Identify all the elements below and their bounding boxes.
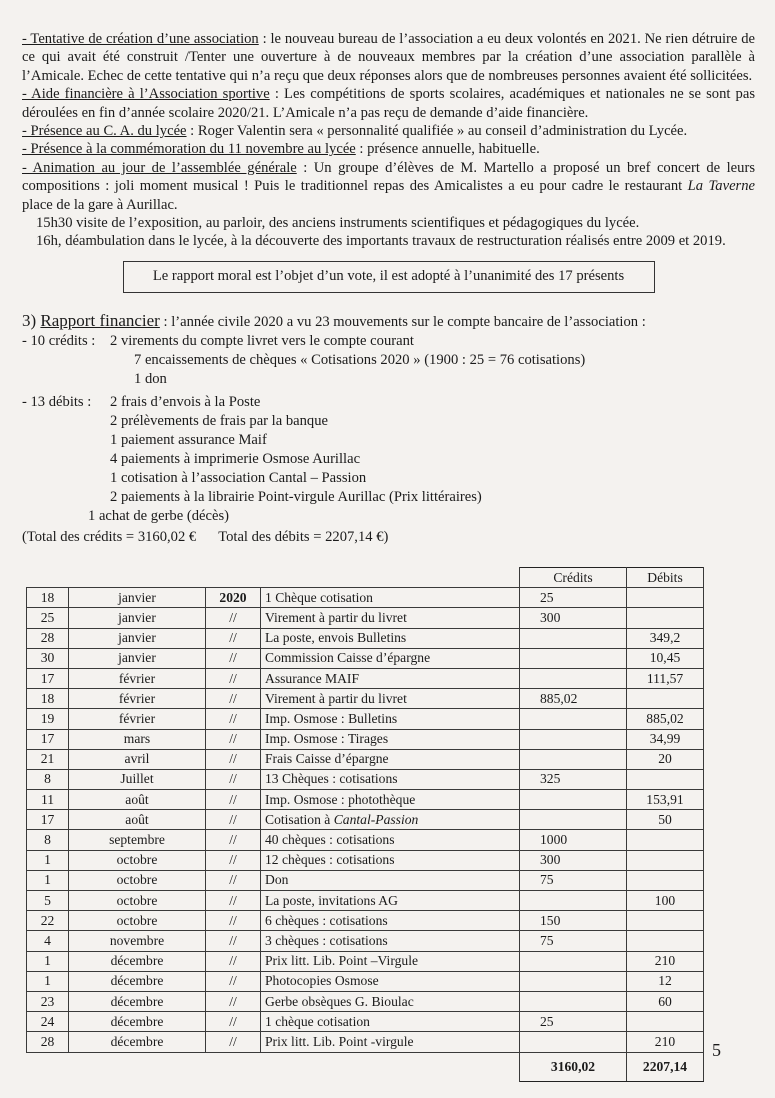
debit-item: 1 achat de gerbe (décès) — [88, 507, 229, 524]
date-month-cell: Juillet — [69, 769, 206, 789]
table-row — [27, 870, 704, 890]
document-page — [22, 30, 755, 546]
date-year-cell: // — [206, 608, 261, 628]
credit-cell — [520, 971, 627, 991]
text-animation-b: place de la gare à Aurillac. — [22, 196, 178, 213]
credit-cell — [520, 810, 627, 830]
heading-commemoration: - Présence à la commémoration du 11 novembre au lycée — [22, 141, 356, 158]
cantal-passion-name: Cantal-Passion — [333, 811, 419, 827]
date-year-cell: // — [206, 668, 261, 688]
credit-cell: 25 — [520, 1012, 627, 1032]
date-year-cell: // — [206, 648, 261, 668]
table-row — [27, 790, 704, 810]
date-day-cell: 21 — [27, 749, 69, 769]
label-cell: Imp. Osmose : Bulletins — [261, 709, 520, 729]
date-month-cell: avril — [69, 749, 206, 769]
label-cell: Virement à partir du livret — [261, 608, 520, 628]
date-day-cell: 17 — [27, 810, 69, 830]
date-year-cell: // — [206, 830, 261, 850]
date-day-cell: 4 — [27, 931, 69, 951]
date-day-cell: 1 — [27, 870, 69, 890]
date-year-cell: // — [206, 689, 261, 709]
financial-title: Rapport financier — [40, 310, 160, 330]
total-debits-text: Total des débits = 2207,14 €) — [218, 528, 389, 545]
debit-cell — [627, 769, 704, 789]
total-credit-cell: 3160,02 — [520, 1052, 627, 1081]
date-day-cell: 19 — [27, 709, 69, 729]
date-year-cell: // — [206, 729, 261, 749]
total-credits-text: (Total des crédits = 3160,02 € — [22, 528, 197, 545]
paragraph-commemoration — [22, 140, 755, 158]
label-cell: 3 chèques : cotisations — [261, 931, 520, 951]
label-cell: Imp. Osmose : Tirages — [261, 729, 520, 749]
credit-item: 2 virements du compte livret vers le compte courant — [110, 332, 414, 349]
date-month-cell: octobre — [69, 891, 206, 911]
credit-cell — [520, 709, 627, 729]
date-year-cell: 2020 — [206, 588, 261, 608]
date-day-cell: 18 — [27, 689, 69, 709]
debit-cell: 210 — [627, 1032, 704, 1052]
date-day-cell: 1 — [27, 971, 69, 991]
heading-animation: - Animation au jour de l’assemblée générale — [22, 159, 297, 176]
financial-heading — [22, 311, 755, 332]
date-day-cell: 23 — [27, 991, 69, 1011]
table-row — [27, 891, 704, 911]
table-row — [27, 769, 704, 789]
table-row — [27, 971, 704, 991]
label-cell: Don — [261, 870, 520, 890]
credit-cell — [520, 991, 627, 1011]
date-day-cell: 24 — [27, 1012, 69, 1032]
date-month-cell: décembre — [69, 991, 206, 1011]
debit-item: 1 paiement assurance Maif — [110, 431, 267, 448]
credit-cell — [520, 749, 627, 769]
date-month-cell: septembre — [69, 830, 206, 850]
date-year-cell: // — [206, 850, 261, 870]
date-month-cell: octobre — [69, 911, 206, 931]
credit-cell: 325 — [520, 769, 627, 789]
text-commemoration: : présence annuelle, habituelle. — [355, 141, 540, 158]
date-day-cell: 25 — [27, 608, 69, 628]
date-year-cell: // — [206, 870, 261, 890]
debit-cell — [627, 850, 704, 870]
label-cell: Assurance MAIF — [261, 668, 520, 688]
table-row — [27, 689, 704, 709]
credit-cell — [520, 891, 627, 911]
debit-item: 2 paiements à la librairie Point-virgule Aurillac (Prix littéraires) — [110, 488, 482, 505]
text-ca: : Roger Valentin sera « personnalité qualifiée » au conseil d’administration du Lycée. — [186, 123, 688, 140]
table-row — [27, 709, 704, 729]
credit-cell — [520, 951, 627, 971]
credit-cell: 75 — [520, 931, 627, 951]
date-day-cell: 18 — [27, 588, 69, 608]
debit-cell — [627, 870, 704, 890]
label-cell: 6 chèques : cotisations — [261, 911, 520, 931]
table-row — [27, 830, 704, 850]
debit-cell: 60 — [627, 991, 704, 1011]
date-year-cell: // — [206, 709, 261, 729]
debit-item: 1 cotisation à l’association Cantal – Passion — [110, 469, 367, 486]
credit-cell: 150 — [520, 911, 627, 931]
table-header-row — [27, 568, 704, 588]
paragraph-visite: 15h30 visite de l’exposition, au parloir, des anciens instruments scientifiques et pédagogiques du lycée. — [36, 215, 640, 232]
date-year-cell: // — [206, 991, 261, 1011]
debit-cell: 885,02 — [627, 709, 704, 729]
date-day-cell: 30 — [27, 648, 69, 668]
total-debit-cell: 2207,14 — [627, 1052, 704, 1081]
date-day-cell: 5 — [27, 891, 69, 911]
date-month-cell: décembre — [69, 1012, 206, 1032]
credit-item: 7 encaissements de chèques « Cotisations 2020 » (1900 : 25 = 76 cotisations) — [134, 351, 586, 368]
credit-cell — [520, 729, 627, 749]
label-cell: Virement à partir du livret — [261, 689, 520, 709]
table-row — [27, 749, 704, 769]
credits-row — [22, 332, 755, 351]
date-month-cell: décembre — [69, 951, 206, 971]
table-row — [27, 1012, 704, 1032]
credit-cell: 75 — [520, 870, 627, 890]
date-month-cell: février — [69, 689, 206, 709]
date-day-cell: 17 — [27, 729, 69, 749]
label-cell: Imp. Osmose : photothèque — [261, 790, 520, 810]
credit-cell: 1000 — [520, 830, 627, 850]
date-day-cell: 8 — [27, 769, 69, 789]
date-month-cell: octobre — [69, 850, 206, 870]
table-row — [27, 668, 704, 688]
debit-cell — [627, 1012, 704, 1032]
date-month-cell: août — [69, 790, 206, 810]
date-year-cell: // — [206, 790, 261, 810]
date-month-cell: décembre — [69, 971, 206, 991]
paragraph-aide — [22, 85, 755, 122]
table-row — [27, 1032, 704, 1052]
credit-item: 1 don — [134, 370, 167, 387]
debit-cell: 210 — [627, 951, 704, 971]
table-row — [27, 810, 704, 830]
label-cell: Photocopies Osmose — [261, 971, 520, 991]
debit-item: 2 prélèvements de frais par la banque — [110, 412, 329, 429]
label-cell: 1 Chèque cotisation — [261, 588, 520, 608]
debit-item: 2 frais d’envois à la Poste — [110, 393, 261, 410]
date-year-cell: // — [206, 1032, 261, 1052]
label-cell: La poste, invitations AG — [261, 891, 520, 911]
date-day-cell: 11 — [27, 790, 69, 810]
label-cell: 40 chèques : cotisations — [261, 830, 520, 850]
date-month-cell: janvier — [69, 608, 206, 628]
date-day-cell: 1 — [27, 951, 69, 971]
date-year-cell: // — [206, 628, 261, 648]
restaurant-name: La Taverne — [687, 178, 755, 195]
date-month-cell: mars — [69, 729, 206, 749]
heading-aide: - Aide financière à l’Association sportive — [22, 86, 270, 103]
debit-cell: 111,57 — [627, 668, 704, 688]
debit-cell: 50 — [627, 810, 704, 830]
credit-cell: 885,02 — [520, 689, 627, 709]
table-total-row — [27, 1052, 704, 1081]
date-month-cell: février — [69, 709, 206, 729]
date-year-cell: // — [206, 951, 261, 971]
table-row — [27, 911, 704, 931]
heading-association: - Tentative de création d’une association — [22, 31, 259, 47]
header-debits: Débits — [627, 568, 704, 588]
text-animation-a: : Un groupe d’élèves de M. Martello a proposé un bref concert de leurs compositions : joli moment musical ! Puis le traditionnel repas des Amicalistes a eu pour cadre le restaurant — [22, 159, 755, 195]
credit-cell: 300 — [520, 608, 627, 628]
credit-cell — [520, 790, 627, 810]
table-row — [27, 608, 704, 628]
label-cell: Prix litt. Lib. Point –Virgule — [261, 951, 520, 971]
date-month-cell: janvier — [69, 588, 206, 608]
debit-cell — [627, 588, 704, 608]
paragraph-association — [22, 30, 755, 85]
debit-item: 4 paiements à imprimerie Osmose Aurillac — [110, 450, 361, 467]
date-month-cell: janvier — [69, 628, 206, 648]
page-number: 5 — [712, 1040, 721, 1060]
header-credits: Crédits — [520, 568, 627, 588]
totals-line — [22, 528, 755, 546]
label-cell: Frais Caisse d’épargne — [261, 749, 520, 769]
debit-cell: 34,99 — [627, 729, 704, 749]
label-cell: Gerbe obsèques G. Bioulac — [261, 991, 520, 1011]
debit-cell: 153,91 — [627, 790, 704, 810]
table-row — [27, 628, 704, 648]
table-row — [27, 951, 704, 971]
date-month-cell: octobre — [69, 870, 206, 890]
table-row — [27, 588, 704, 608]
table-row — [27, 850, 704, 870]
date-month-cell: août — [69, 810, 206, 830]
debit-cell — [627, 931, 704, 951]
debit-cell: 12 — [627, 971, 704, 991]
date-day-cell: 28 — [27, 628, 69, 648]
date-day-cell: 1 — [27, 850, 69, 870]
debit-cell: 20 — [627, 749, 704, 769]
label-cell: Prix litt. Lib. Point -virgule — [261, 1032, 520, 1052]
label-cell: Commission Caisse d’épargne — [261, 648, 520, 668]
date-year-cell: // — [206, 749, 261, 769]
debit-cell — [627, 911, 704, 931]
label-cell: Cotisation à Cantal-Passion — [261, 810, 520, 830]
table-body — [27, 588, 704, 1052]
date-month-cell: novembre — [69, 931, 206, 951]
debits-label: - 13 débits : — [22, 393, 92, 410]
paragraph-deambulation: 16h, déambulation dans le lycée, à la découverte des importants travaux de restructuration réalisés entre 2009 et 2019. — [36, 233, 726, 250]
date-month-cell: février — [69, 668, 206, 688]
date-year-cell: // — [206, 1012, 261, 1032]
paragraph-ca — [22, 122, 755, 140]
debit-cell — [627, 689, 704, 709]
debit-cell — [627, 830, 704, 850]
date-day-cell: 8 — [27, 830, 69, 850]
text-association: : le nouveau bureau de l’association a eu deux volontés en 2021. Ne rien détruire de ce qui avait été construit /Tenter une ouverture à de nouveaux membres par la création d’une association parallèle à l’Amicale. Echec de cette tentative qui n’a reçu que deux réponses alors que de nombreuses personnes avaient été sollicitées. — [22, 31, 755, 84]
date-day-cell: 22 — [27, 911, 69, 931]
date-day-cell: 17 — [27, 668, 69, 688]
date-month-cell: janvier — [69, 648, 206, 668]
debit-cell: 10,45 — [627, 648, 704, 668]
paragraph-animation — [22, 159, 755, 214]
financial-table — [26, 567, 704, 1082]
label-cell: 13 Chèques : cotisations — [261, 769, 520, 789]
label-cell: La poste, envois Bulletins — [261, 628, 520, 648]
date-day-cell: 28 — [27, 1032, 69, 1052]
table-row — [27, 648, 704, 668]
table-row — [27, 729, 704, 749]
debit-cell: 100 — [627, 891, 704, 911]
credit-cell — [520, 628, 627, 648]
credit-cell — [520, 1032, 627, 1052]
credit-cell: 300 — [520, 850, 627, 870]
date-year-cell: // — [206, 810, 261, 830]
financial-number: 3) — [22, 310, 41, 330]
debits-row — [22, 393, 755, 412]
date-year-cell: // — [206, 931, 261, 951]
text-aide: : Les compétitions de sports scolaires, académiques et nationales ne se sont pas déroulées en fin d’année scolaire 2020/21. L’Amicale n’a pas reçu de demande d’aide financière. — [22, 86, 756, 121]
credit-cell: 25 — [520, 588, 627, 608]
date-month-cell: décembre — [69, 1032, 206, 1052]
label-cell: 12 chèques : cotisations — [261, 850, 520, 870]
credit-cell — [520, 668, 627, 688]
date-year-cell: // — [206, 769, 261, 789]
vote-box: Le rapport moral est l’objet d’un vote, il est adopté à l’unanimité des 17 présents — [123, 261, 655, 293]
label-cell: 1 chèque cotisation — [261, 1012, 520, 1032]
date-year-cell: // — [206, 891, 261, 911]
heading-ca: - Présence au C. A. du lycée — [22, 123, 187, 140]
table-row — [27, 931, 704, 951]
date-year-cell: // — [206, 911, 261, 931]
date-year-cell: // — [206, 971, 261, 991]
debit-cell — [627, 608, 704, 628]
financial-intro: : l’année civile 2020 a vu 23 mouvements sur le compte bancaire de l’association : — [159, 313, 646, 330]
table-row — [27, 991, 704, 1011]
credits-label: - 10 crédits : — [22, 332, 96, 349]
credit-cell — [520, 648, 627, 668]
debit-cell: 349,2 — [627, 628, 704, 648]
